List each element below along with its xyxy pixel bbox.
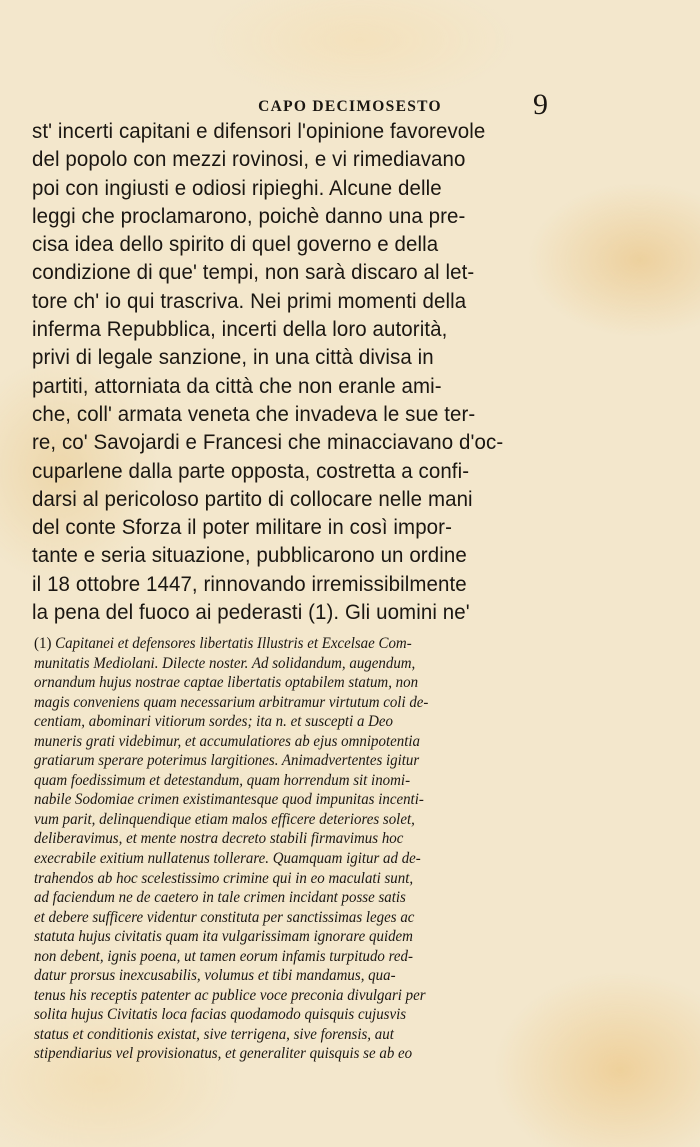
running-title: CAPO DECIMOSESTO — [258, 98, 442, 115]
footnote-line: vum parit, delinquendique etiam malos efficere deteriores solet, — [34, 810, 415, 828]
text-line: st' incerti capitani e difensori l'opinione favorevole — [32, 119, 486, 143]
footnote — [34, 634, 694, 1064]
footnote-line: ornandum hujus nostrae captae libertatis optabilem statum, non — [34, 674, 419, 692]
footnote-text: Capitanei et defensores libertatis Illustris et Excelsae Com- — [55, 635, 412, 652]
text-line: inferma Repubblica, incerti della loro autorità, — [32, 317, 448, 342]
footnote-line: statuta hujus civitatis quam ita vulgarissimam ignorare quidem — [34, 928, 413, 946]
text-line: cuparlene dalla parte opposta, costretta a confi- — [32, 458, 470, 483]
footnote-line: quam foedissimum et detestandum, quam horrendum sit inomi- — [34, 771, 411, 789]
footnote-line: stipendiarius vel provisionatus, et generaliter quisquis se ab eo — [34, 1045, 413, 1063]
footnote-line: magis conveniens quam necessarium arbitramur virtutum coli de- — [34, 693, 429, 711]
footnote-line: gratiarum sperare poterimus largitiones. Animadvertentes igitur — [34, 752, 420, 770]
text-line: leggi che proclamarono, poichè danno una pre- — [32, 203, 466, 228]
text-line: tante e seria situazione, pubblicarono un ordine — [32, 543, 467, 568]
footnote-line: solita hujus Civitatis loca facias quodamodo quisquis cujusvis — [34, 1006, 407, 1024]
footnote-line: centiam, abominari vitiorum sordes; ita n. et suscepti a Deo — [34, 713, 394, 731]
text-line: tore ch' io qui trascriva. Nei primi momenti della — [32, 288, 467, 313]
footnote-line: muneris grati videbimur, et accumulatiores ab ejus omnipotentia — [34, 732, 420, 750]
footnote-line: execrabile exitium nullatenus tollerare. Quamquam igitur ad de- — [34, 850, 421, 868]
footnote-line: datur prorsus inexcusabilis, volumus et tibi mandamus, qua- — [34, 967, 396, 985]
page-number: 9 — [533, 88, 548, 121]
text-line: il 18 ottobre 1447, rinnovando irremissibilmente — [32, 571, 467, 596]
footnote-line: ad faciendum ne de caetero in tale crimen incidant posse satis — [34, 889, 406, 907]
text-line: re, co' Savojardi e Francesi che minacciavano d'oc- — [32, 430, 504, 455]
footnote-line: nabile Sodomiae crimen existimantesque quod impunitas incenti- — [34, 791, 424, 809]
footnote-line: deliberavimus, et mente nostra decreto stabili firmavimus hoc — [34, 830, 404, 848]
text-line: cisa idea dello spirito di quel governo e della — [32, 232, 439, 257]
text-line: la pena del fuoco ai pederasti (1). Gli uomini ne' — [32, 600, 470, 625]
main-text — [32, 117, 700, 626]
text-line: condizione di que' tempi, non sarà discaro al let- — [32, 260, 475, 285]
text-line: darsi al pericoloso partito di collocare nelle mani — [32, 486, 473, 511]
footnote-line: status et conditionis existat, sive terrigena, sive forensis, aut — [34, 1025, 394, 1043]
footnote-line: tenus his receptis patenter ac publice voce preconia divulgari per — [34, 986, 426, 1004]
text-line: che, coll' armata veneta che invadeva le sue ter- — [32, 401, 476, 426]
footnote-line: non debent, ignis poena, ut tamen eorum infamis turpitudo red- — [34, 947, 413, 965]
footnote-marker: (1) — [34, 635, 52, 652]
footnote-line: munitatis Mediolani. Dilecte noster. Ad solidandum, augendum, — [34, 654, 416, 672]
text-line: del popolo con mezzi rovinosi, e vi rimediavano — [32, 147, 466, 172]
text-line: partiti, attorniata da città che non eranle ami- — [32, 373, 442, 398]
text-line: poi con ingiusti e odiosi ripieghi. Alcune delle — [32, 175, 442, 200]
footnote-line: et debere sufficere videntur constituta per sanctissimas leges ac — [34, 908, 415, 926]
text-line: del conte Sforza il poter militare in così impor- — [32, 515, 452, 540]
footnote-line — [34, 634, 666, 654]
text-line: privi di legale sanzione, in una città divisa in — [32, 345, 434, 370]
footnote-line: trahendos ab hoc scelestissimo crimine qui in eo maculati sunt, — [34, 869, 414, 887]
